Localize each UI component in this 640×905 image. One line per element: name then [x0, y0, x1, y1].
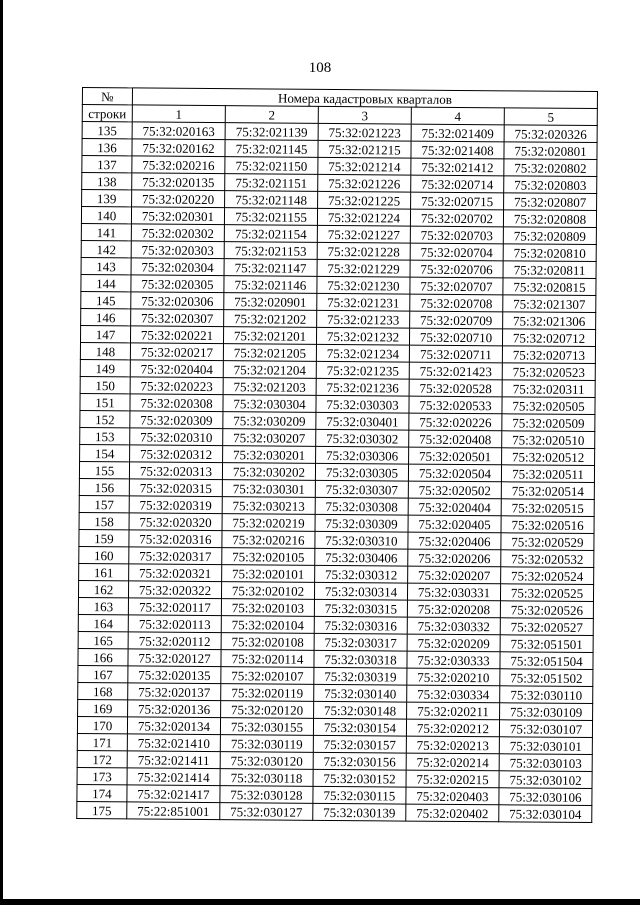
- cadastral-number-cell: 75:32:020223: [130, 377, 223, 395]
- cadastral-number-cell: 75:32:021411: [127, 751, 220, 769]
- cadastral-number-cell: 75:32:020802: [504, 159, 597, 177]
- row-number: 141: [81, 223, 131, 240]
- cadastral-number-cell: 75:32:030308: [315, 497, 408, 515]
- cadastral-number-cell: 75:32:020527: [500, 618, 593, 636]
- row-number: 162: [78, 580, 128, 597]
- cadastral-number-cell: 75:32:021412: [411, 158, 504, 176]
- cadastral-number-cell: 75:32:020310: [130, 428, 223, 446]
- cadastral-number-cell: 75:32:020316: [129, 530, 222, 548]
- cadastral-number-cell: 75:32:021233: [317, 310, 410, 328]
- cadastral-number-cell: 75:32:030110: [500, 686, 593, 704]
- cadastral-number-cell: 75:32:020801: [504, 142, 597, 160]
- cadastral-number-cell: 75:32:020312: [130, 445, 223, 463]
- cadastral-number-cell: 75:32:020137: [128, 683, 221, 701]
- cadastral-number-cell: 75:32:020709: [410, 311, 503, 329]
- cadastral-number-cell: 75:32:020504: [408, 464, 501, 482]
- row-number: 175: [77, 801, 127, 818]
- cadastral-number-cell: 75:32:021414: [127, 768, 220, 786]
- cadastral-number-cell: 75:32:020501: [409, 447, 502, 465]
- row-number: 163: [78, 597, 128, 614]
- row-number: 174: [77, 784, 127, 801]
- cadastral-number-cell: 75:32:020713: [502, 346, 595, 364]
- cadastral-number-cell: 75:32:020212: [406, 719, 499, 737]
- header-col-5: 5: [504, 108, 597, 126]
- scan-bottom-edge: [0, 899, 640, 905]
- cadastral-number-cell: 75:32:030157: [313, 735, 406, 753]
- row-number: 153: [80, 427, 130, 444]
- cadastral-number-cell: 75:32:020402: [406, 804, 499, 822]
- header-col-4: 4: [411, 107, 504, 125]
- cadastral-number-cell: 75:32:020117: [128, 598, 221, 616]
- cadastral-number-cell: 75:32:051501: [500, 635, 593, 653]
- cadastral-number-cell: 75:32:021153: [224, 242, 317, 260]
- cadastral-number-cell: 75:32:030302: [316, 429, 409, 447]
- cadastral-number-cell: 75:32:020104: [221, 616, 314, 634]
- cadastral-number-cell: 75:32:020215: [406, 770, 499, 788]
- cadastral-number-cell: 75:32:020315: [129, 479, 222, 497]
- cadastral-number-cell: 75:32:030128: [220, 786, 313, 804]
- cadastral-number-cell: 75:32:020502: [408, 481, 501, 499]
- row-number: 168: [78, 682, 128, 699]
- cadastral-number-cell: 75:32:030303: [316, 395, 409, 413]
- cadastral-number-cell: 75:32:030332: [407, 617, 500, 635]
- cadastral-number-cell: 75:32:021236: [316, 378, 409, 396]
- cadastral-number-cell: 75:32:021147: [224, 259, 317, 277]
- cadastral-number-cell: 75:32:020509: [502, 414, 595, 432]
- cadastral-number-cell: 75:32:020213: [406, 736, 499, 754]
- cadastral-number-cell: 75:32:020219: [222, 514, 315, 532]
- cadastral-number-cell: 75:32:020113: [128, 615, 221, 633]
- cadastral-number-cell: 75:32:030333: [407, 651, 500, 669]
- cadastral-number-cell: 75:32:020220: [132, 190, 225, 208]
- cadastral-number-cell: 75:32:021417: [127, 785, 220, 803]
- cadastral-number-cell: 75:32:020815: [503, 278, 596, 296]
- cadastral-number-cell: 75:32:020704: [410, 243, 503, 261]
- row-number: 144: [81, 274, 131, 291]
- cadastral-number-cell: 75:32:030309: [315, 514, 408, 532]
- row-number: 142: [81, 240, 131, 257]
- table-row: [77, 801, 592, 822]
- cadastral-number-cell: 75:32:030314: [314, 582, 407, 600]
- cadastral-number-cell: 75:32:030115: [313, 786, 406, 804]
- cadastral-number-cell: 75:32:020326: [504, 125, 597, 143]
- cadastral-number-cell: 75:32:020105: [222, 548, 315, 566]
- cadastral-number-cell: 75:32:020512: [502, 448, 595, 466]
- cadastral-number-cell: 75:32:030331: [407, 583, 500, 601]
- cadastral-number-cell: 75:32:020807: [504, 193, 597, 211]
- cadastral-number-cell: 75:32:020101: [222, 565, 315, 583]
- cadastral-number-cell: 75:32:030401: [316, 412, 409, 430]
- cadastral-number-cell: 75:32:020226: [409, 413, 502, 431]
- cadastral-number-cell: 75:32:020505: [502, 397, 595, 415]
- cadastral-number-cell: 75:32:020162: [132, 139, 225, 157]
- cadastral-number-cell: 75:32:021232: [316, 327, 409, 345]
- cadastral-number-cell: 75:32:020533: [409, 396, 502, 414]
- cadastral-number-cell: 75:32:020221: [130, 326, 223, 344]
- cadastral-number-cell: 75:32:020102: [221, 582, 314, 600]
- row-number: 140: [81, 207, 131, 224]
- cadastral-number-cell: 75:32:021307: [503, 295, 596, 313]
- cadastral-number-cell: 75:32:030102: [499, 771, 592, 789]
- cadastral-number-cell: 75:32:021235: [316, 361, 409, 379]
- cadastral-number-cell: 75:32:020708: [410, 294, 503, 312]
- row-number: 157: [79, 495, 129, 512]
- cadastral-number-cell: 75:32:020311: [502, 380, 595, 398]
- cadastral-number-cell: 75:32:030155: [220, 718, 313, 736]
- header-col-3: 3: [318, 106, 411, 124]
- cadastral-number-cell: 75:32:020209: [407, 634, 500, 652]
- cadastral-number-cell: 75:32:020516: [501, 516, 594, 534]
- row-number: 167: [78, 665, 128, 682]
- row-number: 135: [82, 122, 132, 139]
- scan-left-edge: [0, 0, 3, 905]
- cadastral-number-cell: 75:32:021225: [318, 191, 411, 209]
- cadastral-number-cell: 75:32:021234: [316, 344, 409, 362]
- cadastral-number-cell: 75:32:030317: [314, 633, 407, 651]
- row-number: 169: [78, 699, 128, 716]
- cadastral-number-cell: 75:32:030119: [220, 735, 313, 753]
- cadastral-number-cell: 75:32:020515: [501, 499, 594, 517]
- cadastral-number-cell: 75:32:020216: [132, 156, 225, 174]
- cadastral-number-cell: 75:32:020711: [409, 345, 502, 363]
- cadastral-number-cell: 75:32:030334: [407, 685, 500, 703]
- row-number: 154: [80, 444, 130, 461]
- cadastral-number-cell: 75:32:030156: [313, 752, 406, 770]
- cadastral-number-cell: 75:32:020301: [131, 207, 224, 225]
- row-number: 146: [81, 308, 131, 325]
- row-number: 143: [81, 257, 131, 274]
- cadastral-number-cell: 75:32:021230: [317, 276, 410, 294]
- cadastral-number-cell: 75:32:020525: [500, 584, 593, 602]
- cadastral-number-cell: 75:32:020313: [129, 462, 222, 480]
- cadastral-number-cell: 75:32:021154: [224, 225, 317, 243]
- cadastral-number-cell: 75:32:030154: [313, 718, 406, 736]
- cadastral-number-cell: 75:32:020404: [408, 498, 501, 516]
- row-number: 165: [78, 631, 128, 648]
- cadastral-number-cell: 75:32:020208: [407, 600, 500, 618]
- cadastral-number-cell: 75:32:030315: [314, 599, 407, 617]
- row-number: 158: [79, 512, 129, 529]
- cadastral-number-cell: 75:32:030140: [314, 684, 407, 702]
- cadastral-number-cell: 75:22:851001: [127, 802, 220, 820]
- cadastral-number-cell: 75:32:021148: [225, 191, 318, 209]
- cadastral-number-cell: 75:32:020206: [408, 549, 501, 567]
- row-number: 166: [78, 648, 128, 665]
- cadastral-number-cell: 75:32:020108: [221, 633, 314, 651]
- cadastral-number-cell: 75:32:030120: [220, 752, 313, 770]
- cadastral-number-cell: 75:32:020710: [409, 328, 502, 346]
- row-number: 156: [79, 478, 129, 495]
- cadastral-number-cell: 75:32:021410: [127, 734, 220, 752]
- row-number: 160: [79, 546, 129, 563]
- cadastral-number-cell: 75:32:020811: [503, 261, 596, 279]
- cadastral-number-cell: 75:32:020303: [131, 241, 224, 259]
- row-number: 161: [79, 563, 129, 580]
- cadastral-number-cell: 75:32:020136: [128, 700, 221, 718]
- cadastral-number-cell: 75:32:020307: [131, 309, 224, 327]
- row-number: 171: [77, 733, 127, 750]
- cadastral-number-cell: 75:32:021229: [317, 259, 410, 277]
- cadastral-number-cell: 75:32:030307: [315, 480, 408, 498]
- row-number: 172: [77, 750, 127, 767]
- cadastral-number-cell: 75:32:020529: [501, 533, 594, 551]
- cadastral-number-cell: 75:32:020134: [127, 717, 220, 735]
- cadastral-number-cell: 75:32:021150: [225, 157, 318, 175]
- row-number: 137: [82, 156, 132, 173]
- cadastral-number-cell: 75:32:030103: [499, 754, 592, 772]
- cadastral-number-cell: 75:32:020706: [410, 260, 503, 278]
- cadastral-number-cell: 75:32:030312: [315, 565, 408, 583]
- cadastral-number-cell: 75:32:030152: [313, 769, 406, 787]
- row-number: 139: [82, 190, 132, 207]
- cadastral-number-cell: 75:32:021202: [224, 310, 317, 328]
- cadastral-number-cell: 75:32:020405: [408, 515, 501, 533]
- cadastral-number-cell: 75:32:020207: [408, 566, 501, 584]
- cadastral-number-cell: 75:32:020317: [129, 547, 222, 565]
- cadastral-number-cell: 75:32:030118: [220, 769, 313, 787]
- table-body: [77, 122, 598, 823]
- cadastral-number-cell: 75:32:020309: [130, 411, 223, 429]
- cadastral-number-cell: 75:32:021203: [223, 378, 316, 396]
- row-number: 138: [82, 173, 132, 190]
- row-number: 170: [77, 716, 127, 733]
- cadastral-number-cell: 75:32:021226: [318, 174, 411, 192]
- cadastral-number-cell: 75:32:021215: [318, 140, 411, 158]
- cadastral-number-cell: 75:32:020114: [221, 650, 314, 668]
- cadastral-number-cell: 75:32:021227: [317, 225, 410, 243]
- cadastral-number-cell: 75:32:030306: [316, 446, 409, 464]
- row-number: 148: [80, 342, 130, 359]
- cadastral-number-cell: 75:32:030304: [223, 395, 316, 413]
- row-number: 152: [80, 410, 130, 427]
- cadastral-number-cell: 75:32:020524: [501, 567, 594, 585]
- cadastral-number-cell: 75:32:030319: [314, 667, 407, 685]
- cadastral-number-cell: 75:32:020901: [224, 293, 317, 311]
- cadastral-number-cell: 75:32:020302: [131, 224, 224, 242]
- cadastral-number-cell: 75:32:030107: [499, 720, 592, 738]
- cadastral-number-cell: 75:32:020408: [409, 430, 502, 448]
- cadastral-number-cell: 75:32:020135: [128, 666, 221, 684]
- cadastral-number-cell: 75:32:030316: [314, 616, 407, 634]
- cadastral-number-cell: 75:32:020214: [406, 753, 499, 771]
- cadastral-number-cell: 75:32:021146: [224, 276, 317, 294]
- cadastral-number-cell: 75:32:020715: [411, 192, 504, 210]
- cadastral-number-cell: 75:32:030109: [500, 703, 593, 721]
- cadastral-table: [76, 87, 598, 823]
- cadastral-number-cell: 75:32:020308: [130, 394, 223, 412]
- cadastral-number-cell: 75:32:020528: [409, 379, 502, 397]
- header-group-title: Номера кадастровых кварталов: [132, 88, 597, 109]
- header-num-symbol: №: [82, 88, 132, 105]
- cadastral-number-cell: 75:32:020320: [129, 513, 222, 531]
- cadastral-number-cell: 75:32:030310: [315, 531, 408, 549]
- cadastral-number-cell: 75:32:030305: [315, 463, 408, 481]
- cadastral-number-cell: 75:32:020707: [410, 277, 503, 295]
- cadastral-number-cell: 75:32:020532: [501, 550, 594, 568]
- cadastral-number-cell: 75:32:030209: [223, 412, 316, 430]
- header-col-2: 2: [225, 106, 318, 124]
- cadastral-number-cell: 75:32:020803: [504, 176, 597, 194]
- cadastral-number-cell: 75:32:020119: [221, 684, 314, 702]
- cadastral-number-cell: 75:32:021201: [223, 327, 316, 345]
- cadastral-number-cell: 75:32:021408: [411, 141, 504, 159]
- cadastral-number-cell: 75:32:020511: [501, 465, 594, 483]
- cadastral-number-cell: 75:32:030127: [220, 803, 313, 821]
- cadastral-number-cell: 75:32:030104: [499, 805, 592, 823]
- cadastral-number-cell: 75:32:030106: [499, 788, 592, 806]
- row-number: 155: [79, 461, 129, 478]
- cadastral-number-cell: 75:32:020526: [500, 601, 593, 619]
- cadastral-number-cell: 75:32:020135: [132, 173, 225, 191]
- cadastral-number-cell: 75:32:030202: [222, 463, 315, 481]
- cadastral-number-cell: 75:32:021151: [225, 174, 318, 192]
- cadastral-number-cell: 75:32:021306: [503, 312, 596, 330]
- cadastral-number-cell: 75:32:021224: [317, 208, 410, 226]
- row-number: 147: [80, 325, 130, 342]
- cadastral-number-cell: 75:32:020810: [503, 244, 596, 262]
- cadastral-number-cell: 75:32:021409: [411, 124, 504, 142]
- cadastral-number-cell: 75:32:020514: [501, 482, 594, 500]
- row-number: 150: [80, 376, 130, 393]
- cadastral-number-cell: 75:32:020107: [221, 667, 314, 685]
- cadastral-number-cell: 75:32:020808: [503, 210, 596, 228]
- cadastral-number-cell: 75:32:020809: [503, 227, 596, 245]
- page-number: 108: [308, 60, 332, 76]
- cadastral-number-cell: 75:32:020211: [407, 702, 500, 720]
- cadastral-number-cell: 75:32:030318: [314, 650, 407, 668]
- row-number: 136: [82, 139, 132, 156]
- cadastral-number-cell: 75:32:020404: [130, 360, 223, 378]
- cadastral-number-cell: 75:32:051504: [500, 652, 593, 670]
- cadastral-number-cell: 75:32:021139: [225, 123, 318, 141]
- cadastral-number-cell: 75:32:030139: [313, 803, 406, 821]
- cadastral-number-cell: 75:32:020406: [408, 532, 501, 550]
- cadastral-number-cell: 75:32:020702: [410, 209, 503, 227]
- cadastral-number-cell: 75:32:030207: [223, 429, 316, 447]
- cadastral-number-cell: 75:32:020304: [131, 258, 224, 276]
- header-num-word: строки: [82, 105, 132, 122]
- cadastral-number-cell: 75:32:020403: [406, 787, 499, 805]
- cadastral-number-cell: 75:32:021231: [317, 293, 410, 311]
- row-number: 151: [80, 393, 130, 410]
- row-number: 145: [81, 291, 131, 308]
- cadastral-number-cell: 75:32:051502: [500, 669, 593, 687]
- cadastral-number-cell: 75:32:030406: [315, 548, 408, 566]
- cadastral-number-cell: 75:32:021214: [318, 157, 411, 175]
- cadastral-number-cell: 75:32:020216: [222, 531, 315, 549]
- cadastral-number-cell: 75:32:030201: [223, 446, 316, 464]
- cadastral-number-cell: 75:32:020127: [128, 649, 221, 667]
- cadastral-number-cell: 75:32:020217: [130, 343, 223, 361]
- cadastral-number-cell: 75:32:021155: [224, 208, 317, 226]
- cadastral-number-cell: 75:32:020322: [128, 581, 221, 599]
- cadastral-number-cell: 75:32:020510: [502, 431, 595, 449]
- cadastral-number-cell: 75:32:021228: [317, 242, 410, 260]
- cadastral-number-cell: 75:32:020523: [502, 363, 595, 381]
- row-number: 159: [79, 529, 129, 546]
- cadastral-number-cell: 75:32:020703: [410, 226, 503, 244]
- cadastral-number-cell: 75:32:020120: [221, 701, 314, 719]
- cadastral-number-cell: 75:32:020103: [221, 599, 314, 617]
- cadastral-number-cell: 75:32:030213: [222, 497, 315, 515]
- cadastral-number-cell: 75:32:020319: [129, 496, 222, 514]
- cadastral-number-cell: 75:32:020305: [131, 275, 224, 293]
- cadastral-number-cell: 75:32:020163: [132, 122, 225, 140]
- row-number: 164: [78, 614, 128, 631]
- row-number: 149: [80, 359, 130, 376]
- cadastral-number-cell: 75:32:030148: [314, 701, 407, 719]
- cadastral-number-cell: 75:32:020306: [131, 292, 224, 310]
- cadastral-number-cell: 75:32:021223: [318, 123, 411, 141]
- cadastral-number-cell: 75:32:020321: [129, 564, 222, 582]
- cadastral-number-cell: 75:32:020712: [502, 329, 595, 347]
- cadastral-number-cell: 75:32:021204: [223, 361, 316, 379]
- header-col-1: 1: [132, 105, 225, 123]
- cadastral-number-cell: 75:32:020112: [128, 632, 221, 650]
- cadastral-number-cell: 75:32:021205: [223, 344, 316, 362]
- cadastral-number-cell: 75:32:020714: [411, 175, 504, 193]
- cadastral-number-cell: 75:32:030301: [222, 480, 315, 498]
- cadastral-number-cell: 75:32:021423: [409, 362, 502, 380]
- cadastral-number-cell: 75:32:030101: [499, 737, 592, 755]
- cadastral-number-cell: 75:32:020210: [407, 668, 500, 686]
- cadastral-number-cell: 75:32:021145: [225, 140, 318, 158]
- row-number: 173: [77, 767, 127, 784]
